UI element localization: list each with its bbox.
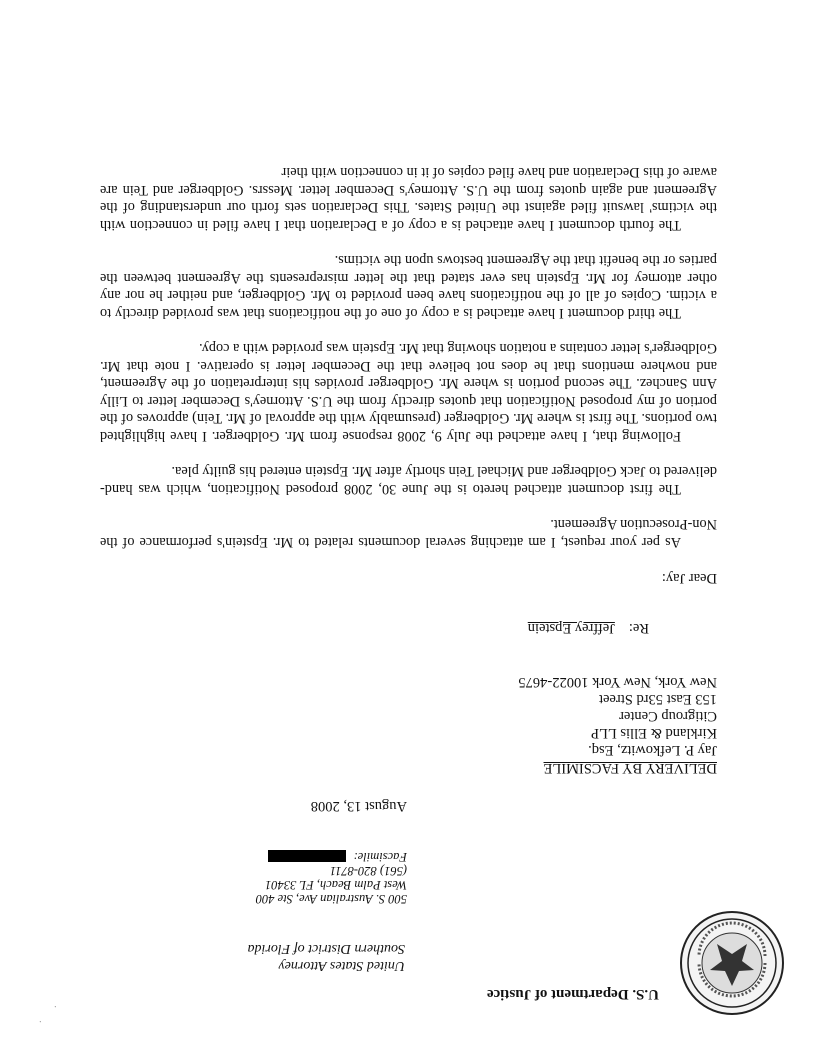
paragraph-4: The third document I have attached is a copy of one of the notifications that was provided directly to a victim. Copies of all of the notifications have been provided to Mr. Goldberger, and neither he nor any other attorney for Mr. Epstein has ever stated that the letter misrepresents the Agreement between the parties or the benefit that the Agreement bestows upon the victims.	[100, 252, 717, 321]
doj-seal-icon	[679, 910, 785, 1016]
recipient-firm: Kirkland & Ellis LLP	[590, 725, 717, 741]
scan-speck: ·	[38, 1015, 42, 1026]
address-phone: (561) 820-8711	[329, 864, 407, 878]
paragraph-1: As per your request, I am attaching several documents related to Mr. Epstein's performance of the Non-Prosecution Agreement.	[100, 516, 717, 550]
letter-date: August 13, 2008	[310, 798, 407, 814]
redaction-bar	[268, 850, 346, 862]
letter-body	[100, 145, 717, 550]
re-line	[528, 619, 649, 636]
address-fax	[256, 850, 407, 864]
recipient-street: 153 East 53rd Street	[599, 691, 717, 707]
recipient-city: New York, New York 10022-4675	[518, 674, 717, 690]
address-street: 500 S. Australian Ave, Ste 400	[255, 892, 407, 906]
paragraph-2: The first document attached hereto is the June 30, 2008 proposed Notification, which was hand-delivered to Jack Goldberger and Michael Tein shortly after Mr. Epstein entered his guilty plea.	[100, 463, 717, 497]
recipient-name: Jay P. Lefkowitz, Esq.	[588, 742, 717, 758]
salutation: Dear Jay:	[661, 570, 717, 586]
delivery-method: DELIVERY BY FACSIMILE	[543, 760, 717, 776]
department-name: U.S. Department of Justice	[486, 986, 659, 1002]
fax-label: Facsimile:	[353, 850, 407, 864]
recipient-address	[518, 673, 717, 758]
re-subject: Jeffrey Epstein	[527, 620, 615, 636]
sender-address	[256, 850, 407, 906]
paragraph-3: Following that, I have attached the July 9, 2008 response from Mr. Goldberger. I have highlighted two portions. The first is where Mr. Goldberger (presumably with the approval of Mr. Tein) approves of the portion of my proposed Notification that quotes directly from the U.S. Attorney's December letter to Lilly Ann Sanchez. The second portion is where Mr. Goldberger provides his interpretation of the Agreement, and nowhere mentions that he does not believe that the December letter is operative. I note that Mr. Goldberger's letter contains a notation showing that Mr. Epstein was provided with a copy.	[100, 340, 717, 444]
office-title: United States Attorney	[278, 958, 405, 973]
scan-speck: ·	[53, 1000, 57, 1011]
re-label: Re:	[628, 620, 649, 636]
paragraph-5: The fourth document I have attached is a copy of a Declaration that I have filed in connection with the victims' lawsuit filed against the United States. This Declaration sets forth our understanding of the Agreement and again quotes from the U.S. Attorney's December letter. Messrs. Goldberger and Tein are aware of this Declaration and have filed copies of it in connection with their	[100, 164, 717, 233]
office-block	[248, 940, 406, 974]
address-city: West Palm Beach, FL 33401	[264, 878, 407, 892]
office-district: Southern District of Florida	[247, 941, 405, 956]
recipient-building: Citigroup Center	[619, 708, 717, 724]
